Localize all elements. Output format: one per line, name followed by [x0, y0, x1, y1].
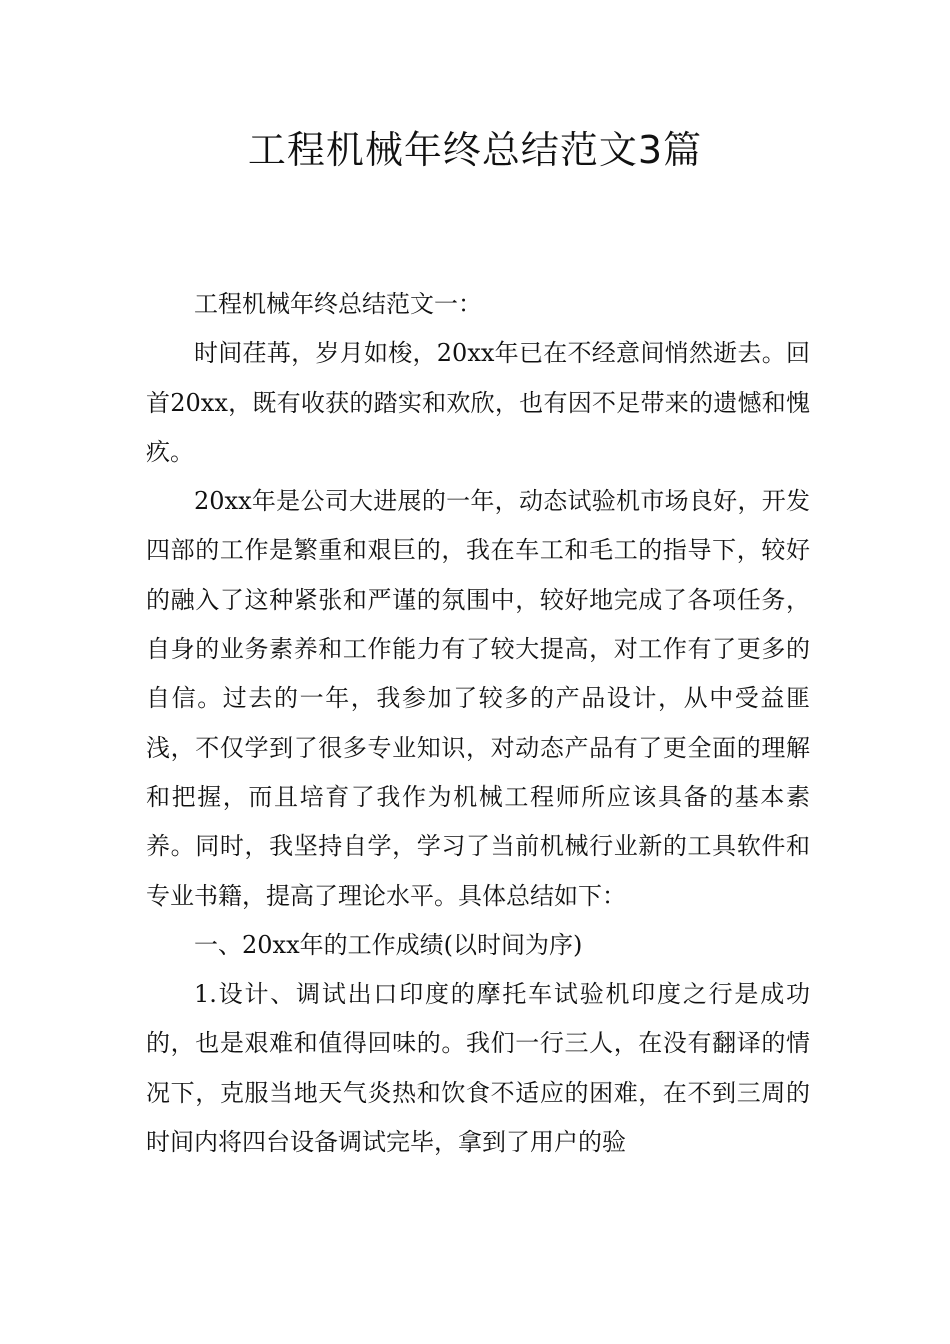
document-title: 工程机械年终总结范文3篇 [247, 128, 703, 172]
subsection-heading: 一、20xx年的工作成绩(以时间为序) [194, 930, 583, 959]
body-paragraph: 时间荏苒，岁月如梭，20xx年已在不经意间悄然逝去。回首20xx，既有收获的踏实和欢欣，也有因不足带来的遗憾和愧疚。 [146, 339, 810, 466]
section-heading: 工程机械年终总结范文一： [194, 290, 482, 318]
body-paragraph: 20xx年是公司大进展的一年，动态试验机市场良好，开发四部的工作是繁重和艰巨的，我在车工和毛工的指导下，较好的融入了这种紧张和严谨的氛围中，较好地完成了各项任务，自身的业务素养和工作能力有了较大提高，对工作有了更多的自信。过去的一年，我参加了较多的产品设计，从中受益匪浅，不仅学到了很多专业知识，对动态产品有了更全面的理解和把握，而且培育了我作为机械工程师所应该具备的基本素养。同时，我坚持自学，学习了当前机械行业新的工具软件和专业书籍，提高了理论水平。具体总结如下： [146, 487, 810, 910]
document-body [146, 280, 810, 1167]
body-paragraph: 1.设计、调试出口印度的摩托车试验机印度之行是成功的，也是艰难和值得回味的。我们一行三人，在没有翻译的情况下，克服当地天气炎热和饮食不适应的困难，在不到三周的时间内将四台设备调试完毕，拿到了用户的验 [146, 980, 810, 1157]
